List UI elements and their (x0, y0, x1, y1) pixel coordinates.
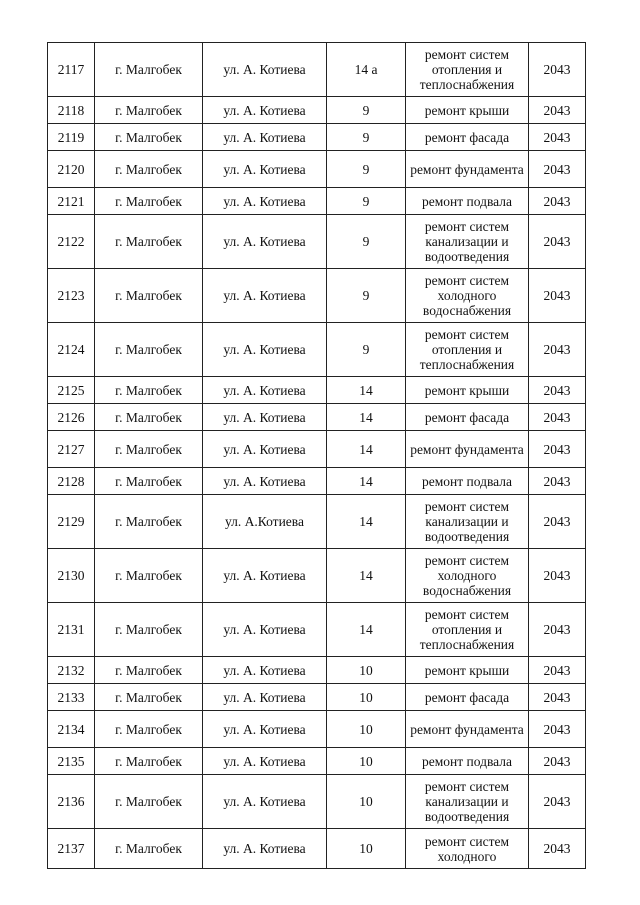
table-row (48, 124, 586, 151)
year-cell: 2043 (529, 215, 586, 269)
work-type-cell: ремонт систем отопления и теплоснабжения (406, 603, 529, 657)
street-cell: ул. А. Котиева (203, 684, 327, 711)
city-cell: г. Малгобек (95, 377, 203, 404)
work-type-cell: ремонт фундамента (406, 431, 529, 468)
house-number-cell: 14 (327, 468, 406, 495)
house-number-cell: 9 (327, 323, 406, 377)
row-number-cell: 2136 (48, 775, 95, 829)
row-number-cell: 2121 (48, 188, 95, 215)
city-cell: г. Малгобек (95, 404, 203, 431)
city-cell: г. Малгобек (95, 151, 203, 188)
house-number-cell: 14 (327, 431, 406, 468)
table-row (48, 549, 586, 603)
city-cell: г. Малгобек (95, 188, 203, 215)
street-cell: ул. А. Котиева (203, 829, 327, 869)
table-row (48, 151, 586, 188)
row-number-cell: 2119 (48, 124, 95, 151)
work-type-cell: ремонт систем отопления и теплоснабжения (406, 43, 529, 97)
house-number-cell: 9 (327, 215, 406, 269)
table-row (48, 43, 586, 97)
year-cell: 2043 (529, 657, 586, 684)
city-cell: г. Малгобек (95, 684, 203, 711)
work-type-cell: ремонт фундамента (406, 711, 529, 748)
table-row (48, 748, 586, 775)
year-cell: 2043 (529, 269, 586, 323)
city-cell: г. Малгобек (95, 323, 203, 377)
street-cell: ул. А. Котиева (203, 431, 327, 468)
year-cell: 2043 (529, 151, 586, 188)
year-cell: 2043 (529, 549, 586, 603)
house-number-cell: 14 (327, 549, 406, 603)
row-number-cell: 2132 (48, 657, 95, 684)
table-row (48, 404, 586, 431)
row-number-cell: 2126 (48, 404, 95, 431)
row-number-cell: 2133 (48, 684, 95, 711)
year-cell: 2043 (529, 431, 586, 468)
work-type-cell: ремонт систем холодного водоснабжения (406, 549, 529, 603)
street-cell: ул. А. Котиева (203, 657, 327, 684)
street-cell: ул. А. Котиева (203, 603, 327, 657)
work-type-cell: ремонт крыши (406, 657, 529, 684)
table-row (48, 711, 586, 748)
table-row (48, 603, 586, 657)
row-number-cell: 2128 (48, 468, 95, 495)
table-row (48, 829, 586, 869)
street-cell: ул. А. Котиева (203, 43, 327, 97)
year-cell: 2043 (529, 829, 586, 869)
house-number-cell: 14 а (327, 43, 406, 97)
house-number-cell: 14 (327, 603, 406, 657)
house-number-cell: 9 (327, 188, 406, 215)
city-cell: г. Малгобек (95, 549, 203, 603)
city-cell: г. Малгобек (95, 829, 203, 869)
city-cell: г. Малгобек (95, 495, 203, 549)
work-type-cell: ремонт крыши (406, 97, 529, 124)
table-row (48, 431, 586, 468)
city-cell: г. Малгобек (95, 43, 203, 97)
city-cell: г. Малгобек (95, 468, 203, 495)
year-cell: 2043 (529, 684, 586, 711)
row-number-cell: 2135 (48, 748, 95, 775)
work-type-cell: ремонт систем канализации и водоотведения (406, 215, 529, 269)
city-cell: г. Малгобек (95, 215, 203, 269)
street-cell: ул. А. Котиева (203, 269, 327, 323)
house-number-cell: 10 (327, 657, 406, 684)
work-type-cell: ремонт подвала (406, 748, 529, 775)
row-number-cell: 2134 (48, 711, 95, 748)
street-cell: ул. А. Котиева (203, 404, 327, 431)
year-cell: 2043 (529, 323, 586, 377)
work-type-cell: ремонт систем холодного (406, 829, 529, 869)
city-cell: г. Малгобек (95, 431, 203, 468)
house-number-cell: 14 (327, 377, 406, 404)
city-cell: г. Малгобек (95, 124, 203, 151)
street-cell: ул. А. Котиева (203, 215, 327, 269)
row-number-cell: 2129 (48, 495, 95, 549)
row-number-cell: 2118 (48, 97, 95, 124)
work-type-cell: ремонт систем канализации и водоотведения (406, 775, 529, 829)
row-number-cell: 2117 (48, 43, 95, 97)
house-number-cell: 14 (327, 495, 406, 549)
city-cell: г. Малгобек (95, 603, 203, 657)
year-cell: 2043 (529, 188, 586, 215)
year-cell: 2043 (529, 748, 586, 775)
city-cell: г. Малгобек (95, 657, 203, 684)
row-number-cell: 2125 (48, 377, 95, 404)
row-number-cell: 2123 (48, 269, 95, 323)
row-number-cell: 2120 (48, 151, 95, 188)
house-number-cell: 9 (327, 269, 406, 323)
table-row (48, 468, 586, 495)
street-cell: ул. А. Котиева (203, 775, 327, 829)
work-type-cell: ремонт фасада (406, 684, 529, 711)
year-cell: 2043 (529, 495, 586, 549)
repair-schedule-table (47, 42, 586, 869)
work-type-cell: ремонт крыши (406, 377, 529, 404)
year-cell: 2043 (529, 97, 586, 124)
street-cell: ул. А. Котиева (203, 748, 327, 775)
house-number-cell: 9 (327, 97, 406, 124)
row-number-cell: 2127 (48, 431, 95, 468)
year-cell: 2043 (529, 711, 586, 748)
work-type-cell: ремонт фасада (406, 124, 529, 151)
house-number-cell: 9 (327, 151, 406, 188)
table-row (48, 775, 586, 829)
street-cell: ул. А. Котиева (203, 124, 327, 151)
street-cell: ул. А. Котиева (203, 377, 327, 404)
table-row (48, 215, 586, 269)
street-cell: ул. А. Котиева (203, 151, 327, 188)
city-cell: г. Малгобек (95, 748, 203, 775)
work-type-cell: ремонт систем отопления и теплоснабжения (406, 323, 529, 377)
table-row (48, 495, 586, 549)
table-row (48, 269, 586, 323)
work-type-cell: ремонт подвала (406, 468, 529, 495)
city-cell: г. Малгобек (95, 269, 203, 323)
street-cell: ул. А. Котиева (203, 188, 327, 215)
year-cell: 2043 (529, 468, 586, 495)
street-cell: ул. А. Котиева (203, 549, 327, 603)
table-row (48, 97, 586, 124)
house-number-cell: 14 (327, 404, 406, 431)
row-number-cell: 2130 (48, 549, 95, 603)
street-cell: ул. А. Котиева (203, 468, 327, 495)
house-number-cell: 10 (327, 711, 406, 748)
table-row (48, 188, 586, 215)
house-number-cell: 10 (327, 684, 406, 711)
street-cell: ул. А. Котиева (203, 711, 327, 748)
year-cell: 2043 (529, 404, 586, 431)
city-cell: г. Малгобек (95, 97, 203, 124)
year-cell: 2043 (529, 377, 586, 404)
work-type-cell: ремонт систем канализации и водоотведения (406, 495, 529, 549)
table-body (48, 43, 586, 869)
table-row (48, 657, 586, 684)
row-number-cell: 2124 (48, 323, 95, 377)
street-cell: ул. А. Котиева (203, 97, 327, 124)
work-type-cell: ремонт систем холодного водоснабжения (406, 269, 529, 323)
house-number-cell: 10 (327, 748, 406, 775)
street-cell: ул. А.Котиева (203, 495, 327, 549)
table-row (48, 377, 586, 404)
work-type-cell: ремонт подвала (406, 188, 529, 215)
city-cell: г. Малгобек (95, 711, 203, 748)
year-cell: 2043 (529, 124, 586, 151)
year-cell: 2043 (529, 603, 586, 657)
work-type-cell: ремонт фасада (406, 404, 529, 431)
row-number-cell: 2137 (48, 829, 95, 869)
house-number-cell: 9 (327, 124, 406, 151)
city-cell: г. Малгобек (95, 775, 203, 829)
house-number-cell: 10 (327, 829, 406, 869)
year-cell: 2043 (529, 43, 586, 97)
work-type-cell: ремонт фундамента (406, 151, 529, 188)
table-row (48, 684, 586, 711)
row-number-cell: 2122 (48, 215, 95, 269)
house-number-cell: 10 (327, 775, 406, 829)
year-cell: 2043 (529, 775, 586, 829)
table-row (48, 323, 586, 377)
row-number-cell: 2131 (48, 603, 95, 657)
street-cell: ул. А. Котиева (203, 323, 327, 377)
